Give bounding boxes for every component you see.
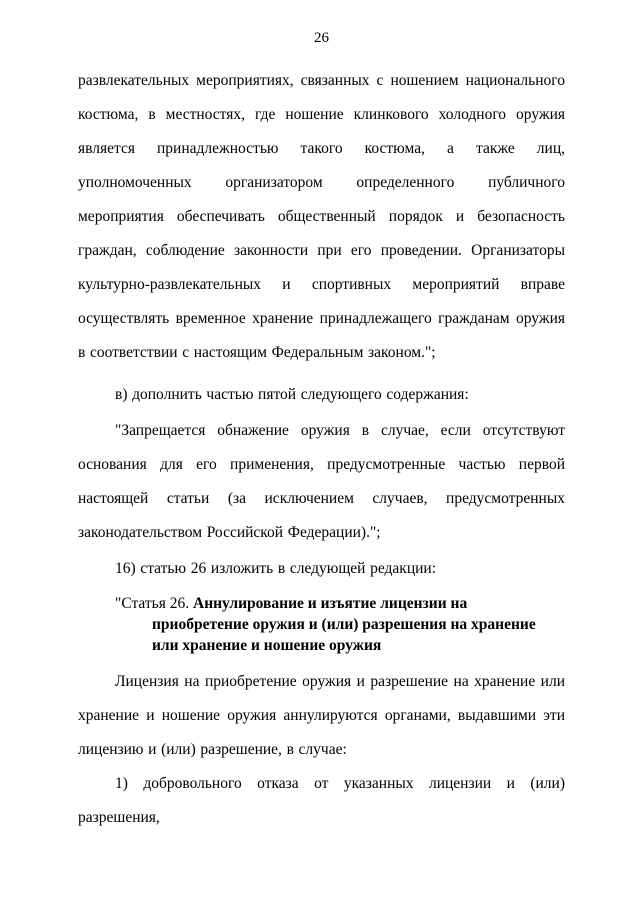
paragraph-item-16: 16) статью 26 изложить в следующей редакции: bbox=[115, 560, 437, 577]
article-heading-title: Аннулирование и изъятие лицензии на приобретение оружия и (или) разрешения на хранение или хранение и ношение оружия bbox=[152, 595, 536, 654]
paragraph-subitem-1: 1) добровольного отказа от указанных лицензии и (или) разрешения, bbox=[78, 775, 565, 826]
article-heading-label: "Статья 26. bbox=[115, 595, 190, 612]
page-number: 26 bbox=[314, 30, 329, 46]
paragraph-subitem-v: в) дополнить частью пятой следующего содержания: bbox=[115, 386, 469, 403]
paragraph-continuation: развлекательных мероприятиях, связанных с ношением национального костюма, в местностях, где ношение клинкового холодного оружия является принадлежностью такого костюма, а также лиц, уполномоченных организатором определенного публичного мероприятия обеспечивать общественный порядок и безопасность граждан, соблюдение законности при его проведении. Организаторы культурно-развлекательных и спортивных мероприятий вправе осуществлять временное хранение принадлежащего гражданам оружия в соответствии с настоящим Федеральным законом."; bbox=[78, 72, 565, 361]
paragraph-license-annulment: Лицензия на приобретение оружия и разрешение на хранение или хранение и ношение оружия аннулируются органами, выдавшими эти лицензию и (или) разрешение, в случае: bbox=[78, 673, 565, 758]
paragraph-quoted-provision: "Запрещается обнажение оружия в случае, если отсутствуют основания для его применения, предусмотренные частью первой настоящей статьи (за исключением случаев, предусмотренных законодательством Российской Федерации)."; bbox=[78, 422, 565, 541]
article-heading bbox=[78, 593, 565, 656]
